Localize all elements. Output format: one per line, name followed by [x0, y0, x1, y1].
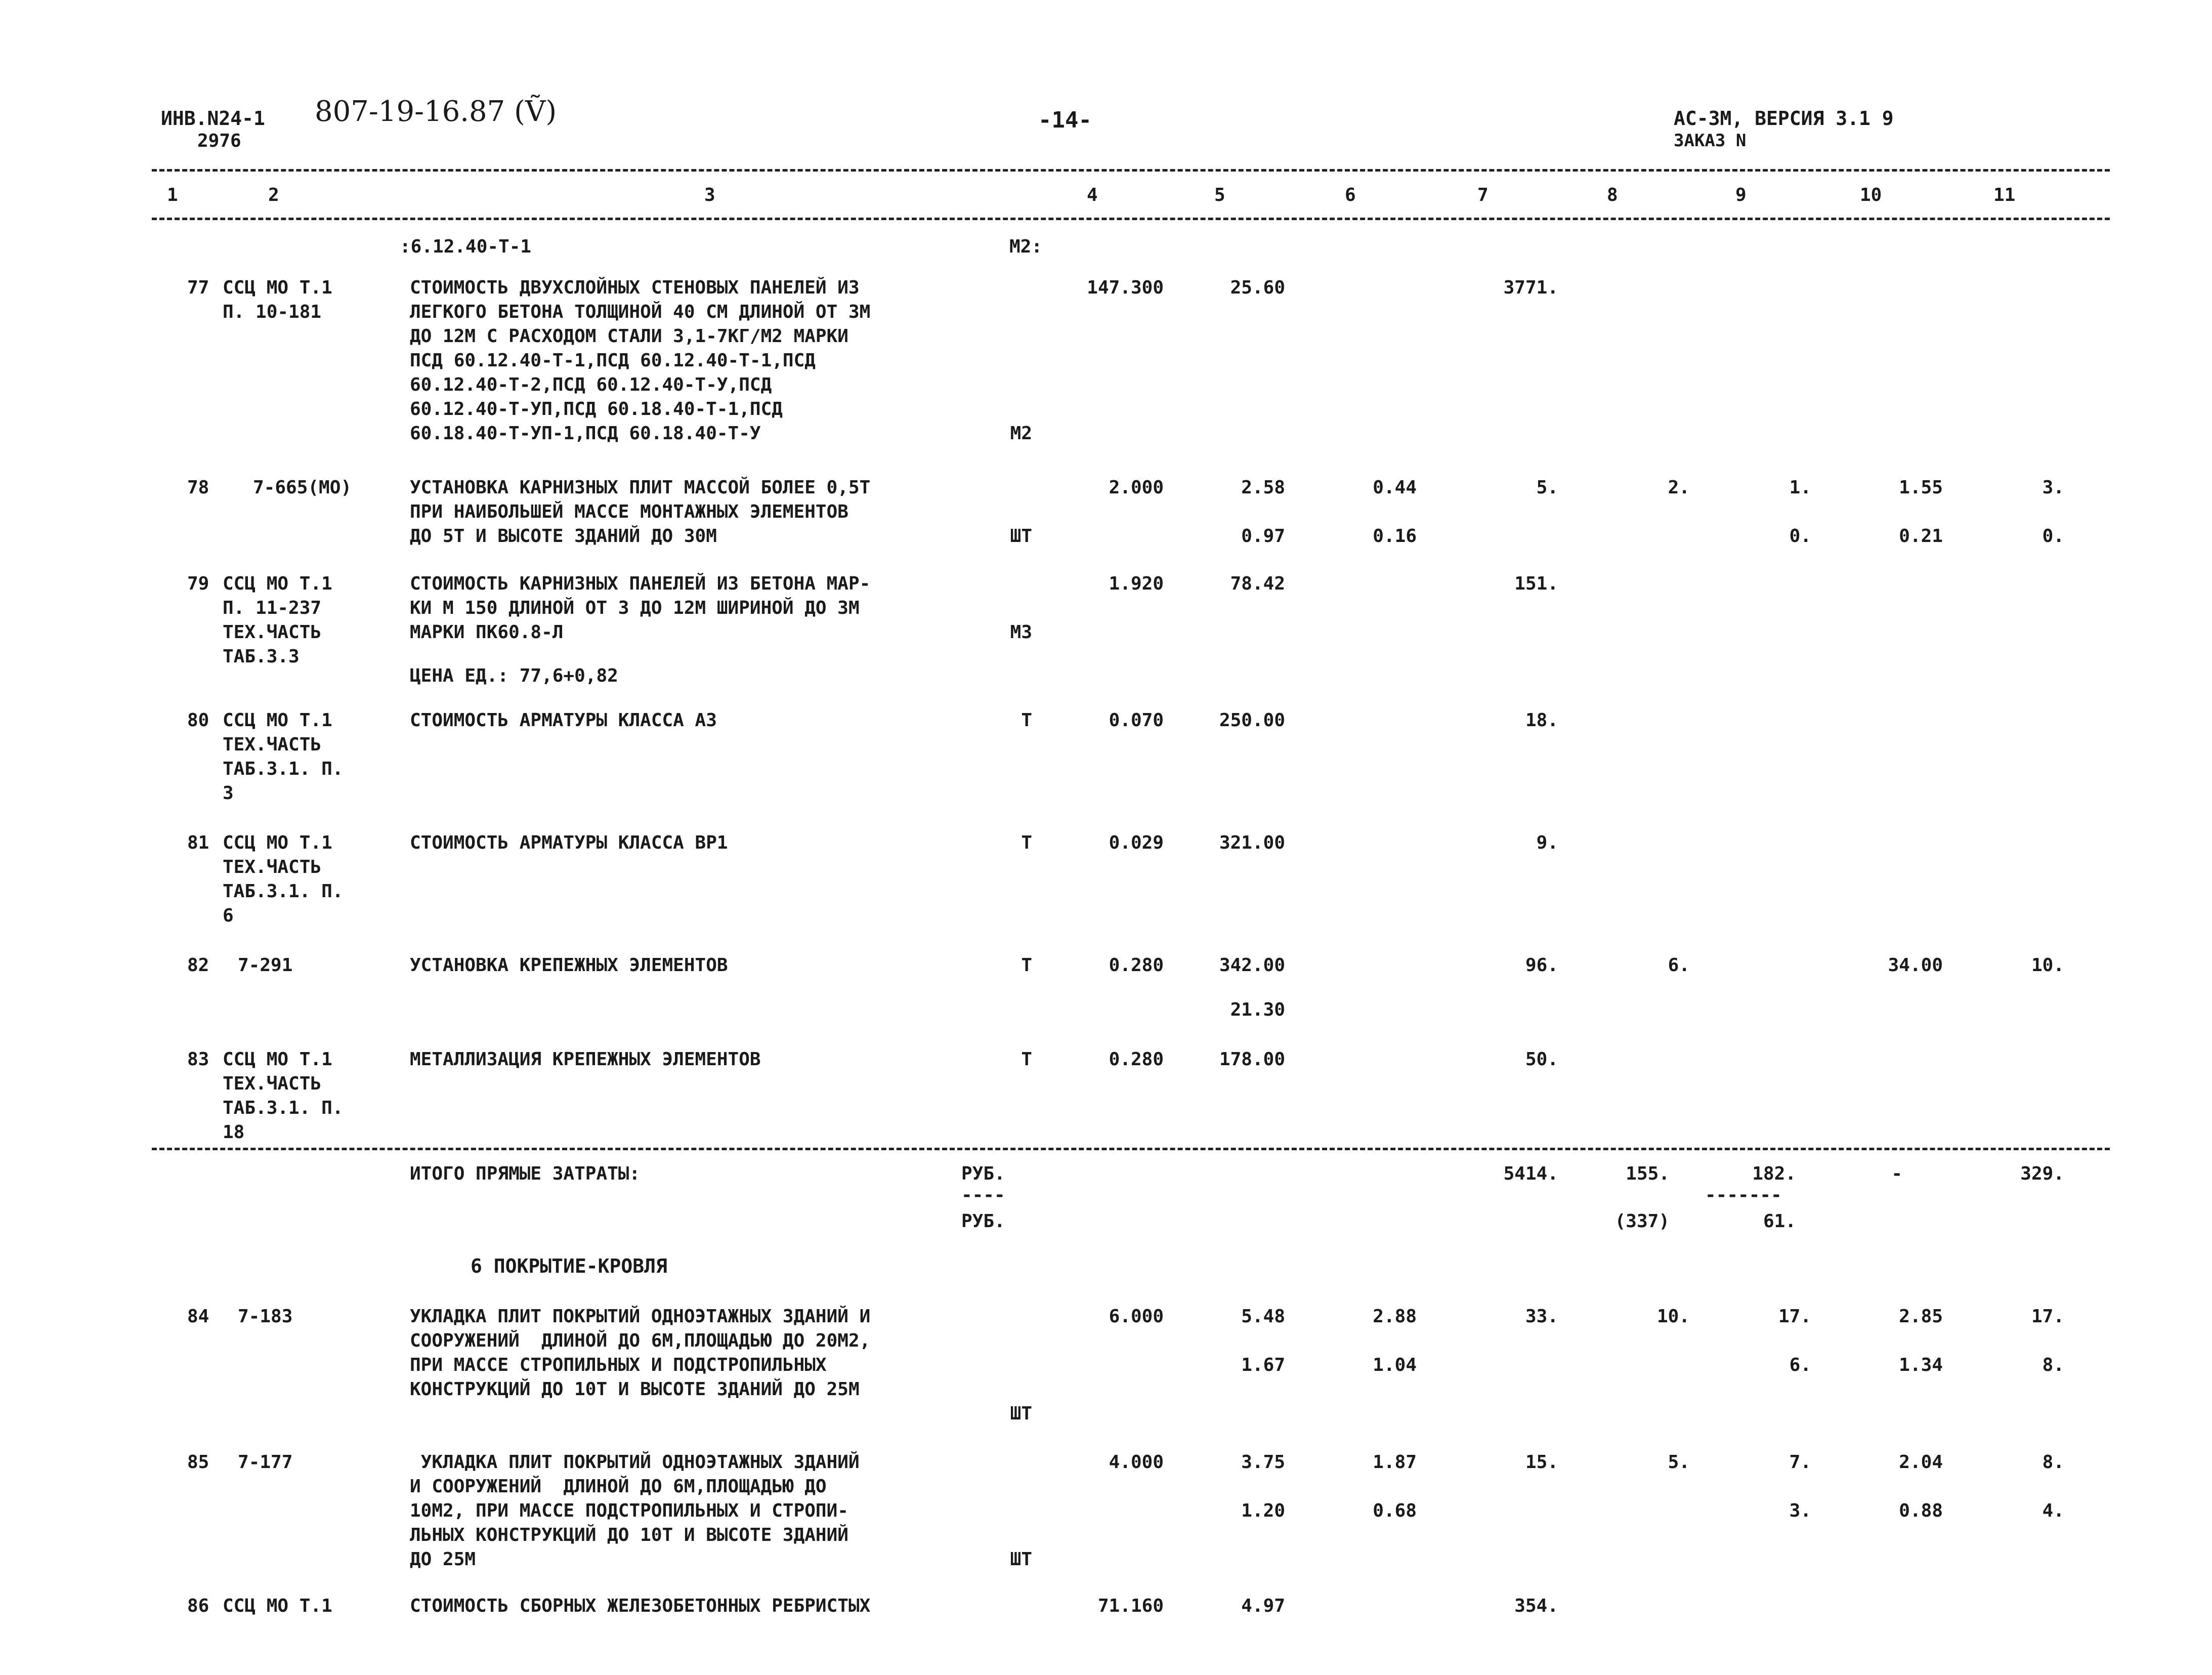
cell-c11: 8.: [2042, 1452, 2064, 1473]
row-desc: УКЛАДКА ПЛИТ ПОКРЫТИЙ ОДНОЭТАЖНЫХ ЗДАНИЙ И: [410, 1306, 871, 1327]
row-code: 7-177: [238, 1452, 293, 1473]
cell-c10-sub: 0.88: [1899, 1500, 1943, 1521]
cell-c8: 10.: [1656, 1306, 1690, 1327]
row-number: 78: [187, 477, 209, 498]
row-desc: СТОИМОСТЬ КАРНИЗНЫХ ПАНЕЛЕЙ ИЗ БЕТОНА МАР-: [410, 573, 871, 594]
totals-dash: -------: [1705, 1185, 1782, 1205]
cell-price: 250.00: [1219, 710, 1285, 731]
cell-c9-sub: 0.: [1789, 526, 1811, 547]
cell-c11: 17.: [2031, 1306, 2064, 1327]
row-code: ТАБ.3.1. П.: [223, 881, 344, 902]
row-desc: 60.12.40-Т-2,ПСД 60.12.40-Т-У,ПСД: [410, 374, 772, 395]
col-header: 3: [704, 185, 715, 205]
cell-price-sub: 1.67: [1241, 1355, 1285, 1375]
cell-quantity: 0.029: [1109, 832, 1164, 853]
row-unit: ШТ: [1010, 1403, 1032, 1424]
row-desc: ДО 12М С РАСХОДОМ СТАЛИ 3,1-7КГ/М2 МАРКИ: [410, 326, 848, 347]
row-code: 7-665(МО): [253, 477, 352, 498]
cell-total: 5.: [1536, 477, 1558, 498]
cell-c9-sub: 3.: [1789, 1500, 1811, 1521]
totals-c10: -: [1891, 1163, 1902, 1184]
cell-quantity: 2.000: [1109, 477, 1164, 498]
cell-wage: 2.88: [1373, 1306, 1417, 1327]
cell-wage-sub: 0.68: [1373, 1500, 1417, 1521]
row-unit: М3: [1010, 622, 1032, 643]
row-desc: ПРИ НАИБОЛЬШЕЙ МАССЕ МОНТАЖНЫХ ЭЛЕМЕНТОВ: [410, 501, 848, 522]
cell-c8: 2.: [1668, 477, 1690, 498]
row-code: ТАБ.3.1. П.: [223, 1098, 344, 1118]
version-label: АС-3М, ВЕРСИЯ 3.1 9: [1674, 107, 1894, 130]
row-unit: ШТ: [1010, 1549, 1032, 1570]
col-header: 7: [1477, 185, 1488, 205]
row-desc: 10М2, ПРИ МАССЕ ПОДСТРОПИЛЬНЫХ И СТРОПИ-: [410, 1500, 848, 1521]
row-code: ТЕХ.ЧАСТЬ: [223, 734, 322, 755]
cell-quantity: 0.070: [1109, 710, 1164, 731]
header-top-rule: [152, 169, 2110, 172]
cell-c11: 10.: [2031, 955, 2064, 976]
order-label: ЗАКАЗ N: [1674, 131, 1747, 151]
row-desc: ДО 5Т И ВЫСОТЕ ЗДАНИЙ ДО 30М: [410, 526, 717, 547]
cell-price-sub: 1.20: [1241, 1500, 1285, 1521]
row-desc: ПРИ МАССЕ СТРОПИЛЬНЫХ И ПОДСТРОПИЛЬНЫХ: [410, 1355, 827, 1375]
handwritten-document-number: 807-19-16.87 (Ṽ): [315, 95, 557, 128]
row-desc: УКЛАДКА ПЛИТ ПОКРЫТИЙ ОДНОЭТАЖНЫХ ЗДАНИЙ: [410, 1452, 860, 1473]
totals-c11: 329.: [2020, 1163, 2064, 1184]
row-unit: Т: [1021, 955, 1032, 976]
cell-c10-sub: 1.34: [1899, 1355, 1943, 1375]
cell-c10: 2.04: [1899, 1452, 1943, 1473]
totals-c8-sub: (337): [1614, 1211, 1670, 1232]
row-code: ССЦ МО Т.1: [223, 1596, 332, 1616]
cell-total: 151.: [1514, 573, 1558, 594]
totals-c7: 5414.: [1503, 1163, 1558, 1184]
col-header: 8: [1607, 185, 1618, 205]
cell-total: 96.: [1525, 955, 1558, 976]
totals-c9-sub: 61.: [1763, 1211, 1796, 1232]
totals-unit: РУБ.: [961, 1163, 1005, 1184]
cell-c10: 2.85: [1899, 1306, 1943, 1327]
row-number: 85: [187, 1452, 209, 1473]
cell-price-sub: 21.30: [1230, 999, 1285, 1020]
row-code: ТАБ.3.1. П.: [223, 759, 344, 779]
row-number: 83: [187, 1049, 209, 1070]
cell-quantity: 0.280: [1109, 955, 1164, 976]
row-unit: Т: [1021, 710, 1032, 731]
row-desc: КИ М 150 ДЛИНОЙ ОТ 3 ДО 12М ШИРИНОЙ ДО 3М: [410, 598, 860, 618]
row-code: П. 10-181: [223, 302, 322, 322]
cell-c11: 3.: [2042, 477, 2064, 498]
totals-rule: [152, 1148, 2110, 1150]
cell-c11-sub: 4.: [2042, 1500, 2064, 1521]
row-number: 80: [187, 710, 209, 731]
col-header: 10: [1860, 185, 1882, 205]
totals-unit: РУБ.: [961, 1211, 1005, 1232]
cell-c11-sub: 0.: [2042, 526, 2064, 547]
col-header: 1: [167, 185, 178, 205]
cell-c11-sub: 8.: [2042, 1355, 2064, 1375]
cell-c9: 17.: [1778, 1306, 1811, 1327]
row-code: ТЕХ.ЧАСТЬ: [223, 857, 322, 877]
row-desc: СТОИМОСТЬ АРМАТУРЫ КЛАССА А3: [410, 710, 717, 731]
cell-total: 33.: [1525, 1306, 1558, 1327]
cell-wage: 1.87: [1373, 1452, 1417, 1473]
cell-quantity: 0.280: [1109, 1049, 1164, 1070]
row-desc: МАРКИ ПК60.8-Л: [410, 622, 564, 643]
totals-dash: ----: [961, 1185, 1005, 1205]
inventory-label: ИНВ.N24-1: [161, 107, 265, 130]
cell-c8: 6.: [1668, 955, 1690, 976]
cell-price: 25.60: [1230, 277, 1285, 298]
section-title: 6 ПОКРЫТИЕ-КРОВЛЯ: [471, 1255, 667, 1277]
unit-price-note: ЦЕНА ЕД.: 77,6+0,82: [410, 665, 618, 686]
row-desc: ЛЬНЫХ КОНСТРУКЦИЙ ДО 10Т И ВЫСОТЕ ЗДАНИЙ: [410, 1525, 848, 1545]
row-code: ТАБ.3.3: [223, 646, 300, 667]
row-code: 7-291: [238, 955, 293, 976]
row-desc: УСТАНОВКА КРЕПЕЖНЫХ ЭЛЕМЕНТОВ: [410, 955, 728, 976]
row-desc: УСТАНОВКА КАРНИЗНЫХ ПЛИТ МАССОЙ БОЛЕЕ 0,5Т: [410, 477, 871, 498]
cell-total: 9.: [1536, 832, 1558, 853]
continuation-unit: М2:: [1009, 236, 1042, 257]
cell-price: 78.42: [1230, 573, 1285, 594]
row-unit: Т: [1021, 1049, 1032, 1070]
cell-wage: 0.44: [1373, 477, 1417, 498]
page-number: -14-: [1038, 107, 1092, 133]
col-header: 11: [1993, 185, 2016, 205]
cell-price: 2.58: [1241, 477, 1285, 498]
row-desc: ПСД 60.12.40-Т-1,ПСД 60.12.40-Т-1,ПСД: [410, 350, 816, 371]
col-header: 9: [1735, 185, 1747, 205]
row-number: 86: [187, 1596, 209, 1616]
col-header: 4: [1087, 185, 1098, 205]
cell-quantity: 71.160: [1097, 1596, 1164, 1616]
row-desc: СТОИМОСТЬ СБОРНЫХ ЖЕЛЕЗОБЕТОННЫХ РЕБРИСТЫХ: [410, 1596, 871, 1616]
cell-c10-sub: 0.21: [1899, 526, 1943, 547]
header-bottom-rule: [152, 218, 2110, 220]
row-code: ССЦ МО Т.1: [223, 710, 332, 731]
row-desc: КОНСТРУКЦИЙ ДО 10Т И ВЫСОТЕ ЗДАНИЙ ДО 25М: [410, 1379, 860, 1400]
row-unit: М2: [1010, 423, 1032, 444]
cell-wage-sub: 1.04: [1373, 1355, 1417, 1375]
cell-quantity: 6.000: [1109, 1306, 1164, 1327]
continuation-desc: :6.12.40-Т-1: [400, 236, 532, 257]
cell-price: 178.00: [1219, 1049, 1285, 1070]
row-desc: МЕТАЛЛИЗАЦИЯ КРЕПЕЖНЫХ ЭЛЕМЕНТОВ: [410, 1049, 761, 1070]
cell-c9: 1.: [1789, 477, 1811, 498]
row-code: П. 11-237: [223, 598, 322, 618]
row-code: ТЕХ.ЧАСТЬ: [223, 1073, 322, 1094]
row-desc: 60.12.40-Т-УП,ПСД 60.18.40-Т-1,ПСД: [410, 399, 783, 420]
cell-price: 3.75: [1241, 1452, 1285, 1473]
row-code: ССЦ МО Т.1: [223, 277, 332, 298]
row-desc: 60.18.40-Т-УП-1,ПСД 60.18.40-Т-У: [410, 423, 761, 444]
row-unit: ШТ: [1010, 526, 1032, 547]
cell-c10: 1.55: [1899, 477, 1943, 498]
row-code: 18: [223, 1122, 245, 1143]
cell-total: 18.: [1525, 710, 1558, 731]
cell-total: 354.: [1514, 1596, 1558, 1616]
cell-c9: 7.: [1789, 1452, 1811, 1473]
row-desc: СТОИМОСТЬ АРМАТУРЫ КЛАССА ВР1: [410, 832, 728, 853]
cell-price: 342.00: [1219, 955, 1285, 976]
totals-label: ИТОГО ПРЯМЫЕ ЗАТРАТЫ:: [410, 1163, 641, 1184]
row-number: 81: [187, 832, 209, 853]
totals-c8: 155.: [1626, 1163, 1670, 1184]
totals-c9: 182.: [1752, 1163, 1796, 1184]
cell-c9-sub: 6.: [1789, 1355, 1811, 1375]
cell-price: 4.97: [1241, 1596, 1285, 1616]
cell-total: 15.: [1525, 1452, 1558, 1473]
row-code: ТЕХ.ЧАСТЬ: [223, 622, 322, 643]
row-code: ССЦ МО Т.1: [223, 573, 332, 594]
row-desc: И СООРУЖЕНИЙ ДЛИНОЙ ДО 6М,ПЛОЩАДЬЮ ДО: [410, 1476, 827, 1497]
inventory-number: 2976: [197, 131, 241, 151]
row-code: ССЦ МО Т.1: [223, 832, 332, 853]
row-code: 6: [223, 905, 234, 926]
row-code: ССЦ МО Т.1: [223, 1049, 332, 1070]
row-number: 77: [187, 277, 209, 298]
row-number: 82: [187, 955, 209, 976]
cell-wage-sub: 0.16: [1373, 526, 1417, 547]
cell-c10: 34.00: [1888, 955, 1943, 976]
cell-quantity: 4.000: [1109, 1452, 1164, 1473]
row-number: 84: [187, 1306, 209, 1327]
row-desc: СООРУЖЕНИЙ ДЛИНОЙ ДО 6М,ПЛОЩАДЬЮ ДО 20М2,: [410, 1330, 871, 1351]
row-code: 7-183: [238, 1306, 293, 1327]
cell-c8: 5.: [1668, 1452, 1690, 1473]
row-desc: ЛЕГКОГО БЕТОНА ТОЛЩИНОЙ 40 СМ ДЛИНОЙ ОТ 3М: [410, 302, 871, 322]
cell-price-sub: 0.97: [1241, 526, 1285, 547]
row-code: 3: [223, 783, 234, 804]
col-header: 5: [1214, 185, 1225, 205]
cell-price: 5.48: [1241, 1306, 1285, 1327]
cell-quantity: 1.920: [1109, 573, 1164, 594]
cell-total: 3771.: [1503, 277, 1558, 298]
row-unit: Т: [1021, 832, 1032, 853]
col-header: 6: [1345, 185, 1356, 205]
col-header: 2: [268, 185, 279, 205]
row-number: 79: [187, 573, 209, 594]
cell-total: 50.: [1525, 1049, 1558, 1070]
row-desc: СТОИМОСТЬ ДВУХСЛОЙНЫХ СТЕНОВЫХ ПАНЕЛЕЙ ИЗ: [410, 277, 860, 298]
cell-price: 321.00: [1219, 832, 1285, 853]
cell-quantity: 147.300: [1087, 277, 1164, 298]
row-desc: ДО 25М: [410, 1549, 476, 1570]
